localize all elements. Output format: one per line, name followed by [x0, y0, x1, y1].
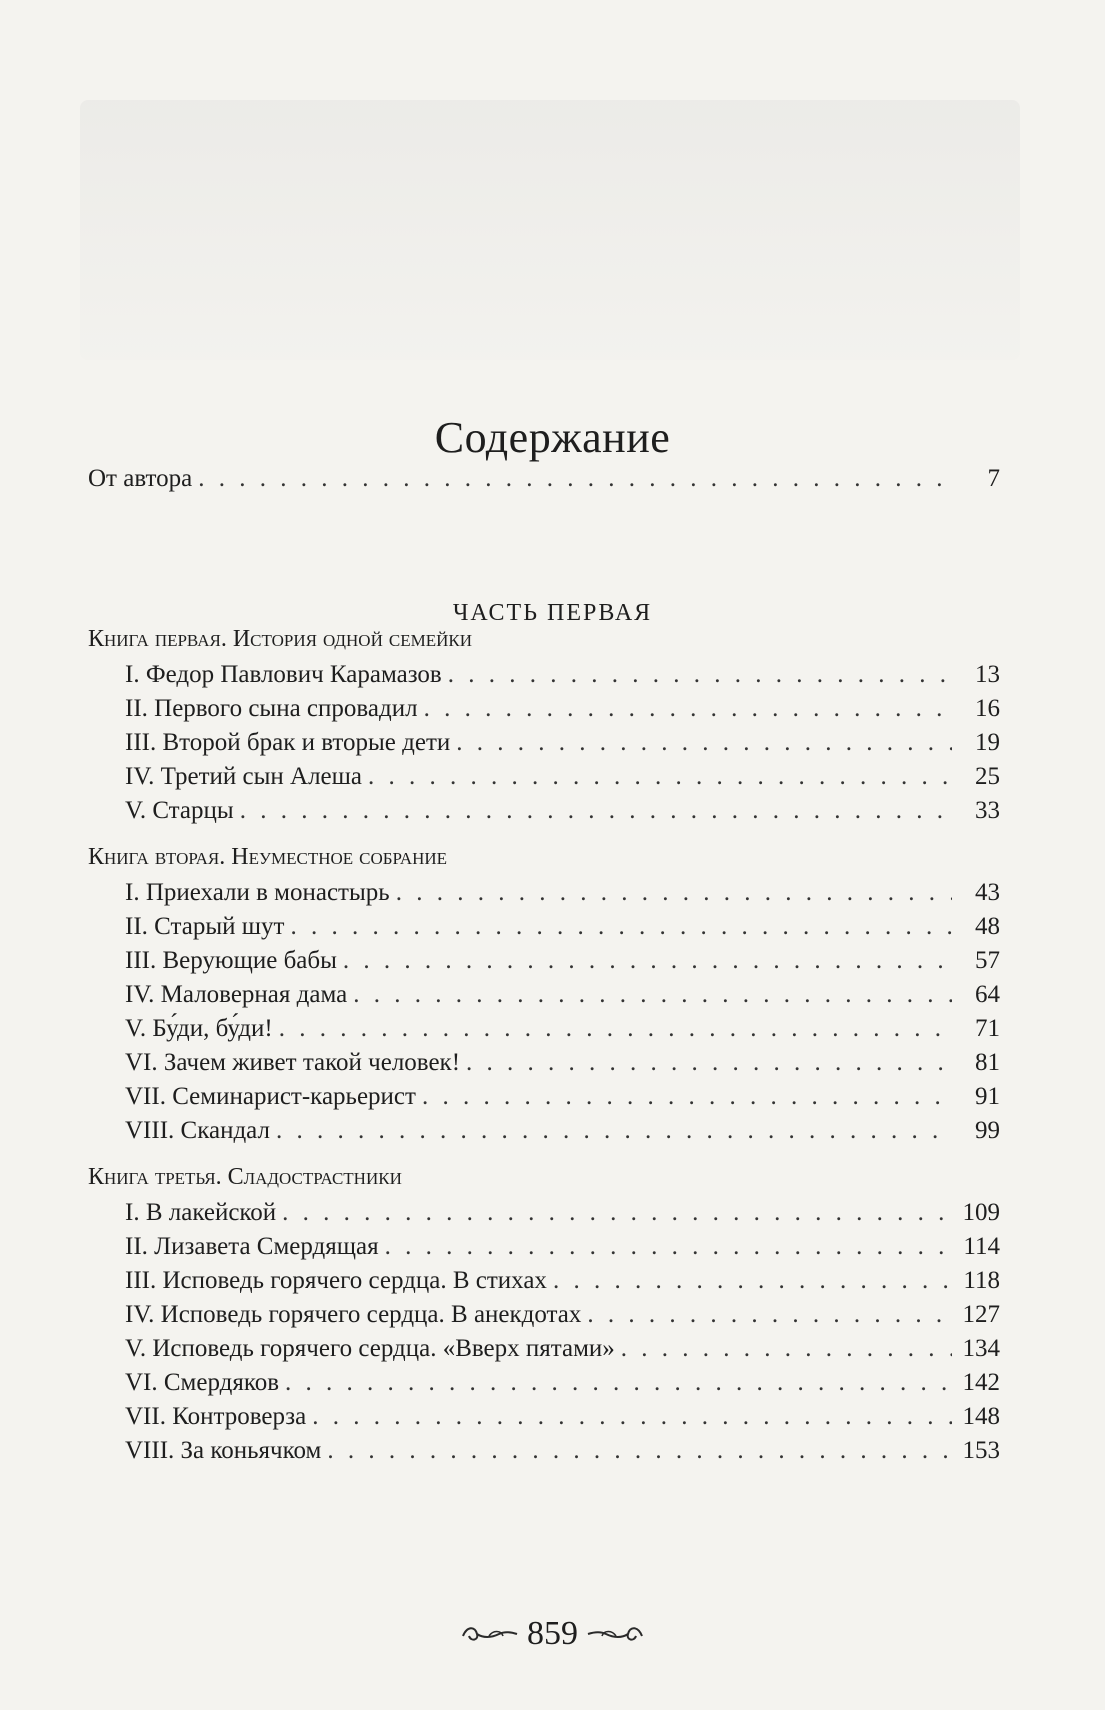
- toc-entry-label: VII. Контроверза: [125, 1403, 307, 1430]
- toc-entry-label: II. Первого сына спровадил: [125, 695, 418, 722]
- toc-entry-page: 134: [962, 1335, 1000, 1362]
- dot-leader: [279, 1012, 952, 1046]
- toc-entry: [125, 1196, 1000, 1230]
- toc-entry-page: 114: [963, 1233, 1000, 1260]
- dot-leader: [424, 692, 952, 726]
- dot-leader: [353, 978, 952, 1012]
- toc-entry: [125, 658, 1000, 692]
- toc-entry-label: I. Федор Павлович Карамазов: [125, 661, 442, 688]
- toc-entry-page: 33: [975, 797, 1000, 824]
- dot-leader: [621, 1332, 952, 1366]
- toc-entry-label: VII. Семинарист-карьерист: [125, 1083, 416, 1110]
- page-footer: [0, 1615, 1105, 1653]
- dot-leader: [456, 726, 952, 760]
- toc-entry: [125, 760, 1000, 794]
- toc-entry-page: 71: [975, 1015, 1000, 1042]
- toc-entry-page: 81: [975, 1049, 1000, 1076]
- toc-entry-page: 109: [962, 1199, 1000, 1226]
- toc-entry-label: II. Старый шут: [125, 913, 285, 940]
- toc-entry-page: 127: [962, 1301, 1000, 1328]
- toc-entry: [125, 794, 1000, 828]
- toc-entry-label: IV. Исповедь горячего сердца. В анекдотах: [125, 1301, 582, 1328]
- toc-entry-label: V. Бу́ди, бу́ди!: [125, 1015, 273, 1042]
- page-number: 859: [527, 1615, 578, 1652]
- toc-entry-page: 64: [975, 981, 1000, 1008]
- toc-entry: [125, 1114, 1000, 1148]
- part-heading: ЧАСТЬ ПЕРВАЯ: [452, 600, 653, 626]
- toc-entry: [125, 876, 1000, 910]
- dot-leader: [343, 944, 952, 978]
- toc-entry-page: 57: [975, 947, 1000, 974]
- dot-leader: [285, 1366, 952, 1400]
- dot-leader: [240, 794, 952, 828]
- dot-leader: [312, 1400, 952, 1434]
- dot-leader: [396, 876, 952, 910]
- dot-leader: [290, 910, 952, 944]
- dot-leader: [276, 1114, 952, 1148]
- toc-entry-label: III. Исповедь горячего сердца. В стихах: [125, 1267, 547, 1294]
- toc-entry: [125, 944, 1000, 978]
- dot-leader: [368, 760, 952, 794]
- dot-leader: [282, 1196, 952, 1230]
- toc-entry-label: I. Приехали в монастырь: [125, 879, 390, 906]
- dot-leader: [466, 1046, 952, 1080]
- toc-entry-page: 19: [975, 729, 1000, 756]
- toc-entry: [125, 1434, 1000, 1468]
- dot-leader: [422, 1080, 952, 1114]
- toc-entry-label: III. Второй брак и вторые дети: [125, 729, 451, 756]
- dot-leader: [327, 1434, 952, 1468]
- dot-leader: [553, 1264, 952, 1298]
- toc-entry-label: V. Исповедь горячего сердца. «Вверх пятами»: [125, 1335, 615, 1362]
- book-heading: Книга вторая. Неуместное собрание: [88, 844, 448, 870]
- dot-leader: [198, 462, 952, 496]
- toc-entry-page: 16: [975, 695, 1000, 722]
- toc-entry: [125, 1012, 1000, 1046]
- toc-entry-page: 153: [962, 1437, 1000, 1464]
- toc-entry-label: IV. Третий сын Алеша: [125, 763, 362, 790]
- toc-entry: [125, 910, 1000, 944]
- toc-entry-label: От автора: [88, 465, 193, 492]
- right-ornament-icon: [586, 1622, 646, 1646]
- toc-entry: [125, 1298, 1000, 1332]
- toc-entry-page: 118: [963, 1267, 1000, 1294]
- toc-entry-page: 43: [975, 879, 1000, 906]
- toc-entry-page: 99: [975, 1117, 1000, 1144]
- toc-entry-page: 25: [975, 763, 1000, 790]
- toc-entry-page: 13: [975, 661, 1000, 688]
- toc-entry-label: VI. Смердяков: [125, 1369, 280, 1396]
- toc-entry-page: 91: [975, 1083, 1000, 1110]
- toc-entry-label: V. Старцы: [125, 797, 234, 824]
- toc-entry: [125, 1230, 1000, 1264]
- toc-entry-label: VI. Зачем живет такой человек!: [125, 1049, 461, 1076]
- toc-entry: [125, 1080, 1000, 1114]
- toc-entry: [125, 692, 1000, 726]
- toc-entry-page: 48: [975, 913, 1000, 940]
- book-heading: Книга первая. История одной семейки: [88, 626, 472, 652]
- toc-entry-page: 142: [962, 1369, 1000, 1396]
- toc-entry: [125, 726, 1000, 760]
- toc-entry-intro: [88, 462, 1000, 496]
- dot-leader: [448, 658, 952, 692]
- toc-entry-label: II. Лизавета Смердящая: [125, 1233, 379, 1260]
- toc-entry-page: 148: [962, 1403, 1000, 1430]
- dot-leader: [385, 1230, 952, 1264]
- toc-entry-page: 7: [987, 465, 1000, 492]
- toc-entry: [125, 1264, 1000, 1298]
- left-ornament-icon: [459, 1622, 519, 1646]
- toc-entry: [125, 1400, 1000, 1434]
- toc-entry-label: I. В лакейской: [125, 1199, 277, 1226]
- toc-entry-label: VIII. Скандал: [125, 1117, 270, 1144]
- toc-entry-label: III. Верующие бабы: [125, 947, 337, 974]
- book-heading: Книга третья. Сладострастники: [88, 1164, 402, 1190]
- toc-entry-label: VIII. За коньячком: [125, 1437, 322, 1464]
- dot-leader: [587, 1298, 952, 1332]
- toc-entry: [125, 1332, 1000, 1366]
- toc-entry: [125, 1046, 1000, 1080]
- page-title: Содержание: [434, 413, 671, 462]
- show-through-text-area: [80, 100, 1020, 360]
- toc-entry: [125, 978, 1000, 1012]
- toc-entry-label: IV. Маловерная дама: [125, 981, 348, 1008]
- toc-entry: [125, 1366, 1000, 1400]
